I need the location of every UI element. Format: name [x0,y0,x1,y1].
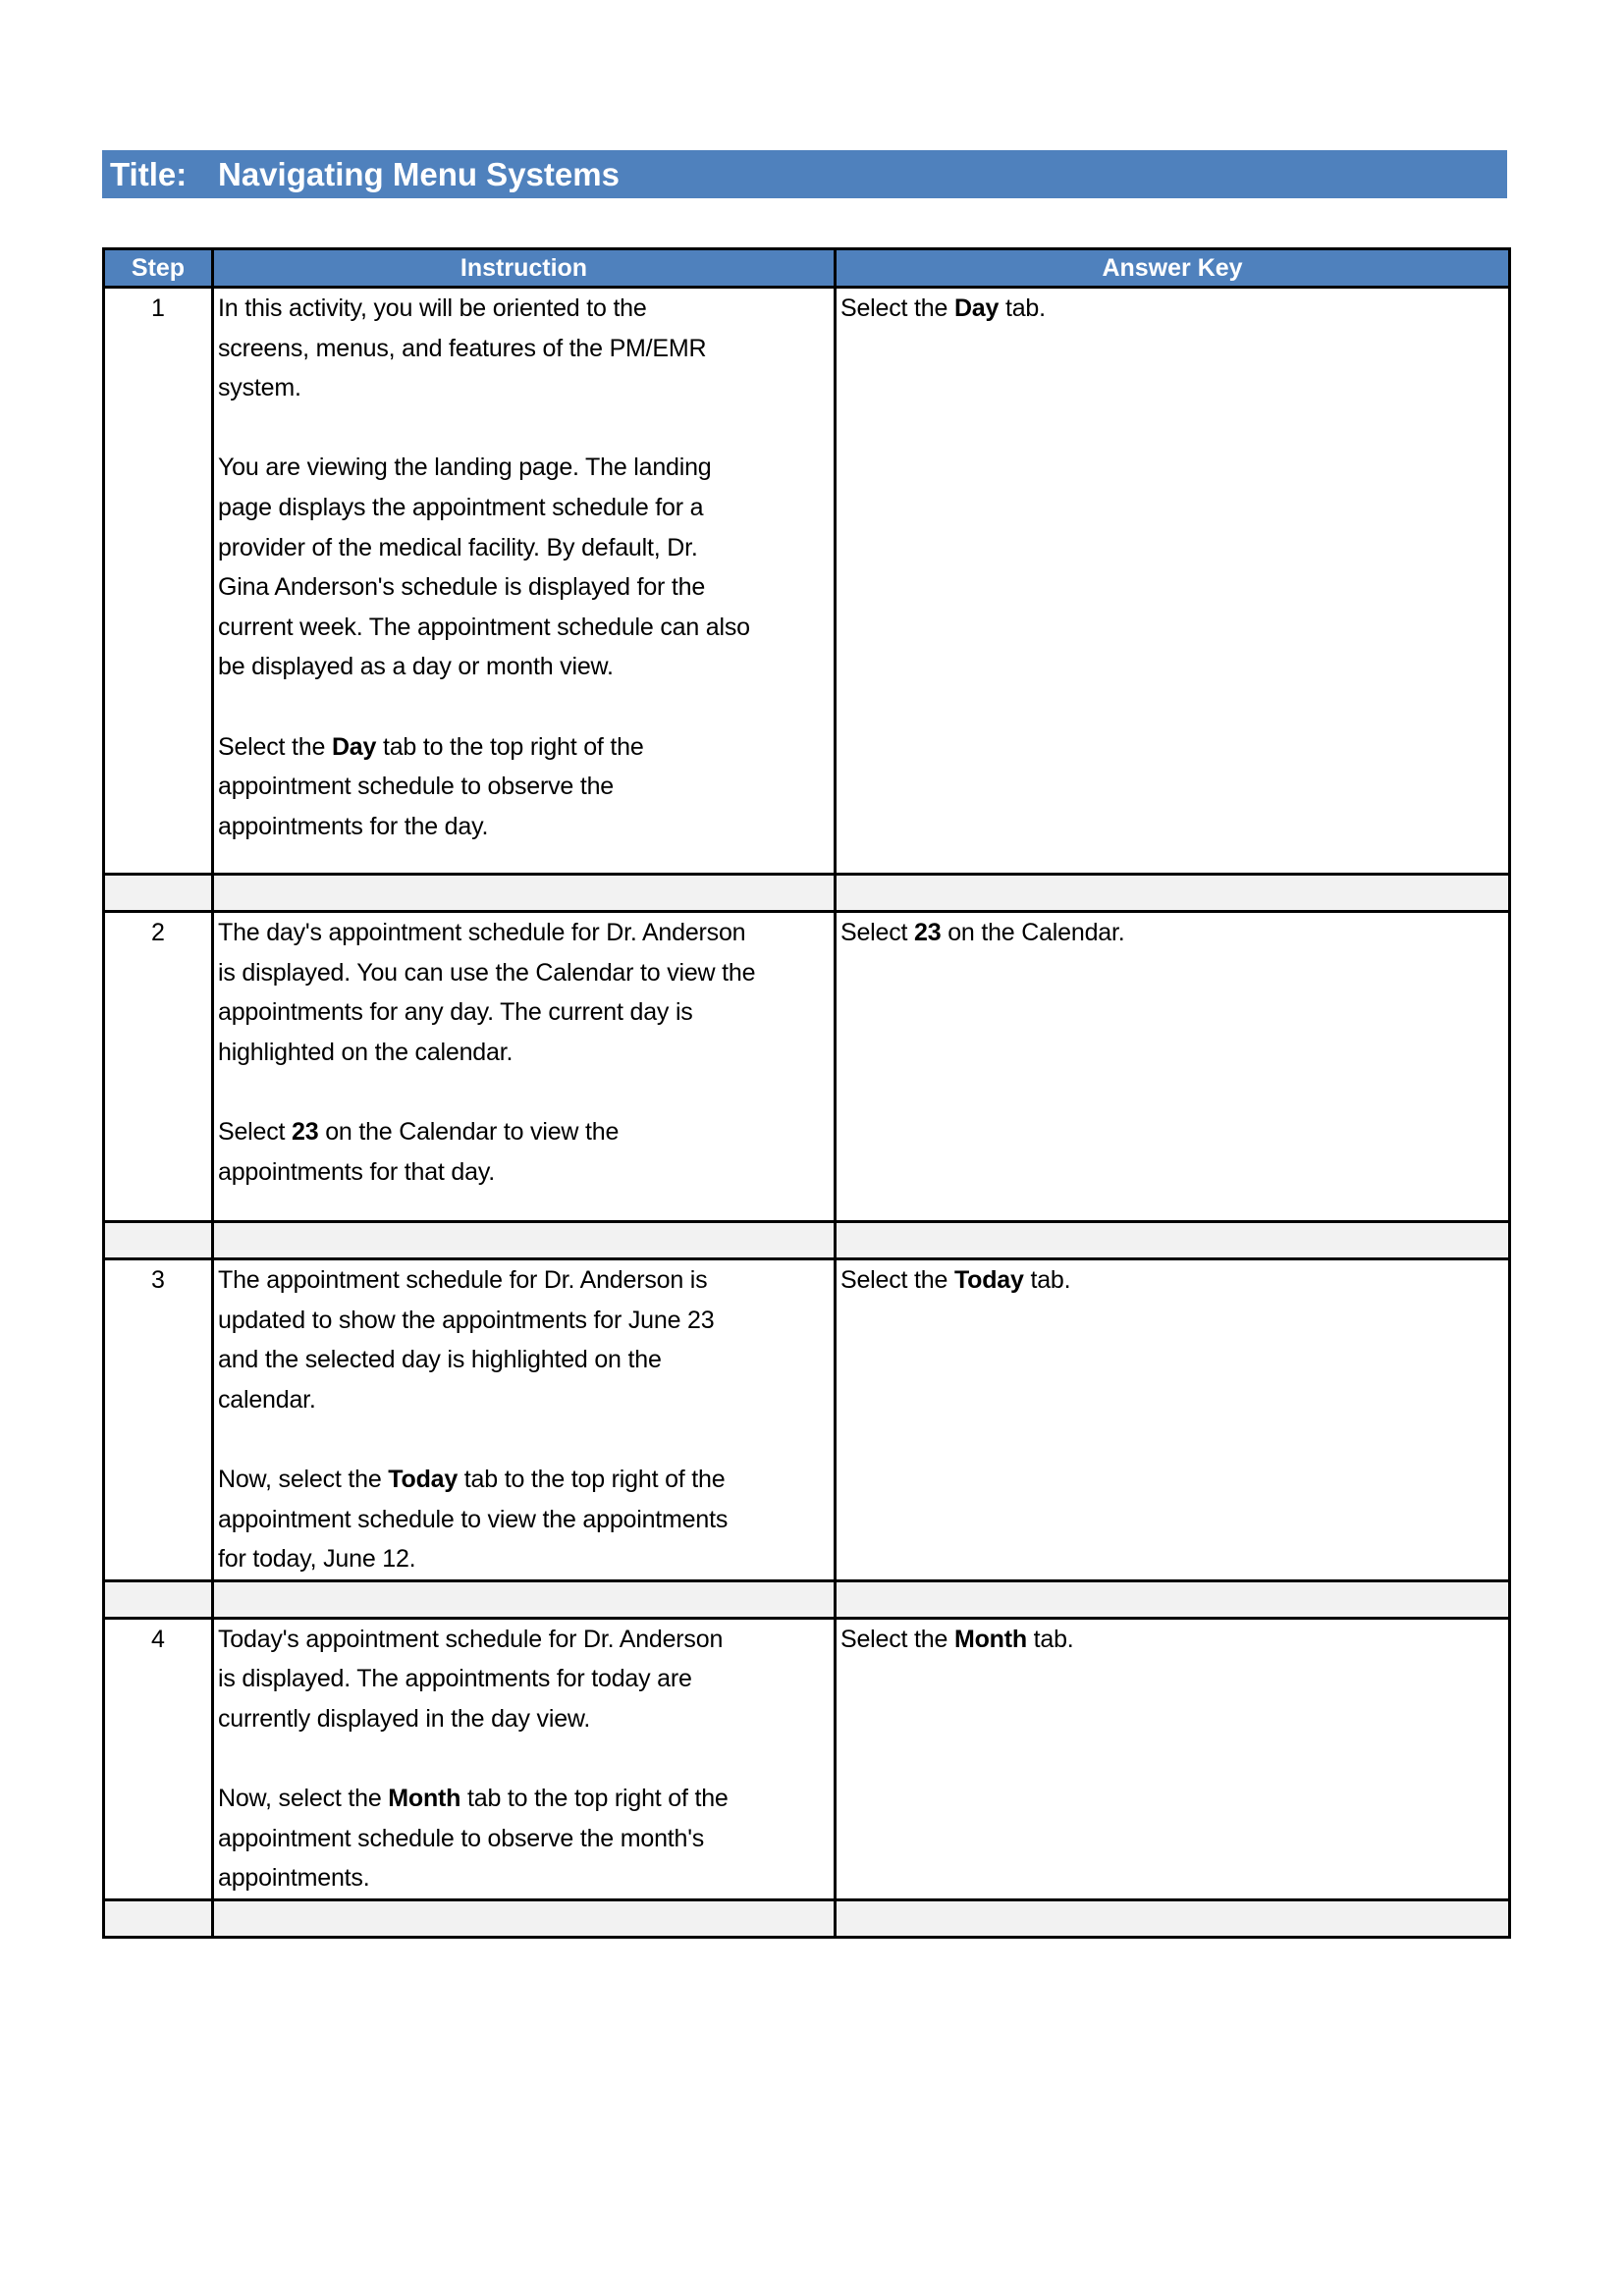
text-segment: tab to the top right of the [458,1465,726,1493]
text-segment: and the selected day is highlighted on the [218,1346,662,1374]
answer-key-cell [836,1259,1510,1581]
text-segment: be displayed as a day or month view. [218,653,614,681]
bold-text: 23 [914,919,942,946]
answer-key-cell [836,1618,1510,1899]
text-segment: Select the [840,1625,954,1653]
instruction-cell [213,1259,836,1581]
text-segment: Gina Anderson's schedule is displayed for the [218,573,706,602]
instruction-line [218,1460,834,1500]
spacer-cell [104,1580,213,1618]
step-number: 2 [104,912,213,1222]
instruction-line [218,767,834,807]
instruction-line [218,1620,834,1660]
instruction-line [218,807,834,847]
text-segment: tab. [1026,1625,1074,1653]
bold-text: Day [331,732,377,761]
text-segment: on the Calendar to view the [318,1117,620,1146]
text-segment: appointment schedule to observe the [218,773,614,801]
text-segment: for today, June 12. [218,1545,416,1574]
instruction-line [218,408,834,449]
bold-text: Month [388,1785,461,1813]
instruction-line [218,1301,834,1341]
spacer-cell [104,1899,213,1937]
spacer-cell [213,1899,836,1937]
text-segment: highlighted on the calendar. [218,1038,514,1066]
text-segment: In this activity, you will be oriented to the [218,294,647,322]
text-segment: Select the [218,732,332,761]
spacer-cell [836,875,1510,912]
instruction-line [218,567,834,608]
spacer-cell [836,1580,1510,1618]
steps-table [102,247,1511,1939]
text-segment: tab to the top right of the [460,1785,729,1813]
instruction-line [218,1739,834,1780]
text-segment: The day's appointment schedule for Dr. Anderson [218,919,746,946]
spacer-cell [836,1222,1510,1259]
instruction-line [218,647,834,687]
text-segment: Select [218,1117,293,1146]
title-label: Title: [110,156,188,192]
instruction-line [218,1340,834,1380]
text-segment: page displays the appointment schedule for a [218,493,704,521]
text-segment: is displayed. The appointments for today are [218,1665,692,1693]
text-segment: appointment schedule to view the appointments [218,1505,729,1533]
instruction-line [218,289,834,329]
text-segment: Now, select the [218,1785,389,1813]
text-segment: current week. The appointment schedule can also [218,613,750,641]
step-number: 1 [104,288,213,875]
text-segment: Now, select the [218,1465,389,1493]
table-row [104,912,1510,1222]
answer-line [840,1620,1508,1660]
instruction-line [218,1260,834,1301]
spacer-cell [213,875,836,912]
instruction-line [218,368,834,408]
instruction-line [218,1500,834,1540]
bold-text: Month [953,1625,1027,1653]
document-title-bar [102,150,1507,198]
spacer-cell [213,1222,836,1259]
spacer-cell [213,1580,836,1618]
instruction-line [218,1699,834,1739]
instruction-line [218,1072,834,1112]
text-segment: The appointment schedule for Dr. Anderson is [218,1266,708,1294]
text-segment: tab to the top right of the [376,732,644,761]
bold-text: Day [953,294,1000,322]
text-segment: tab. [999,294,1046,322]
instruction-line [218,1819,834,1859]
text-segment: Select the [840,294,954,322]
text-segment: is displayed. You can use the Calendar to view the [218,958,756,987]
bold-text: Today [953,1266,1024,1294]
text-segment: updated to show the appointments for June 23 [218,1306,715,1334]
instruction-line [218,953,834,993]
instruction-line [218,913,834,953]
text-segment: appointments for the day. [218,812,489,840]
instruction-line [218,1112,834,1152]
answer-line [840,913,1508,953]
instruction-line [218,727,834,768]
instruction-line [218,608,834,648]
answer-line [840,1260,1508,1301]
instruction-line [218,1539,834,1579]
spacer-cell [836,1899,1510,1937]
step-number: 3 [104,1259,213,1581]
instruction-line [218,1779,834,1819]
instruction-line [218,448,834,488]
table-row [104,288,1510,875]
text-segment: appointments for any day. The current day is [218,998,693,1027]
instruction-line [218,1380,834,1420]
instruction-cell [213,1618,836,1899]
text-segment: screens, menus, and features of the PM/EMR [218,334,707,362]
table-row [104,1618,1510,1899]
text-segment: Today's appointment schedule for Dr. Anderson [218,1625,724,1653]
text-segment: Select the [840,1266,954,1294]
text-segment: appointments for that day. [218,1157,496,1186]
header-step: Step [104,249,213,288]
answer-key-cell [836,912,1510,1222]
spacer-row [104,1580,1510,1618]
instruction-line [218,1419,834,1460]
text-segment: provider of the medical facility. By default, Dr. [218,533,698,561]
bold-text: 23 [292,1117,319,1146]
instruction-line [218,1152,834,1193]
header-instruction: Instruction [213,249,836,288]
instruction-line [218,1033,834,1073]
text-segment: on the Calendar. [941,919,1125,946]
text-segment: appointments. [218,1864,370,1893]
instruction-cell [213,912,836,1222]
text-segment: calendar. [218,1385,316,1414]
instruction-line [218,1858,834,1898]
table-row [104,1259,1510,1581]
instruction-line [218,1659,834,1699]
spacer-cell [104,1222,213,1259]
text-segment: system. [218,374,301,402]
instruction-cell [213,288,836,875]
bold-text: Today [388,1465,459,1493]
answer-key-cell [836,288,1510,875]
answer-line [840,289,1508,329]
text-segment: Select [840,919,915,946]
spacer-row [104,1222,1510,1259]
spacer-row [104,875,1510,912]
title-text: Navigating Menu Systems [218,156,620,192]
spacer-cell [104,875,213,912]
table-header-row [104,249,1510,288]
instruction-line [218,488,834,528]
instruction-line [218,687,834,727]
spacer-row [104,1899,1510,1937]
instruction-line [218,329,834,369]
text-segment: appointment schedule to observe the month's [218,1824,705,1852]
instruction-line [218,528,834,568]
text-segment: You are viewing the landing page. The landing [218,454,712,482]
text-segment: tab. [1023,1266,1071,1294]
instruction-line [218,992,834,1033]
text-segment: currently displayed in the day view. [218,1704,591,1733]
step-number: 4 [104,1618,213,1899]
header-answer-key: Answer Key [836,249,1510,288]
